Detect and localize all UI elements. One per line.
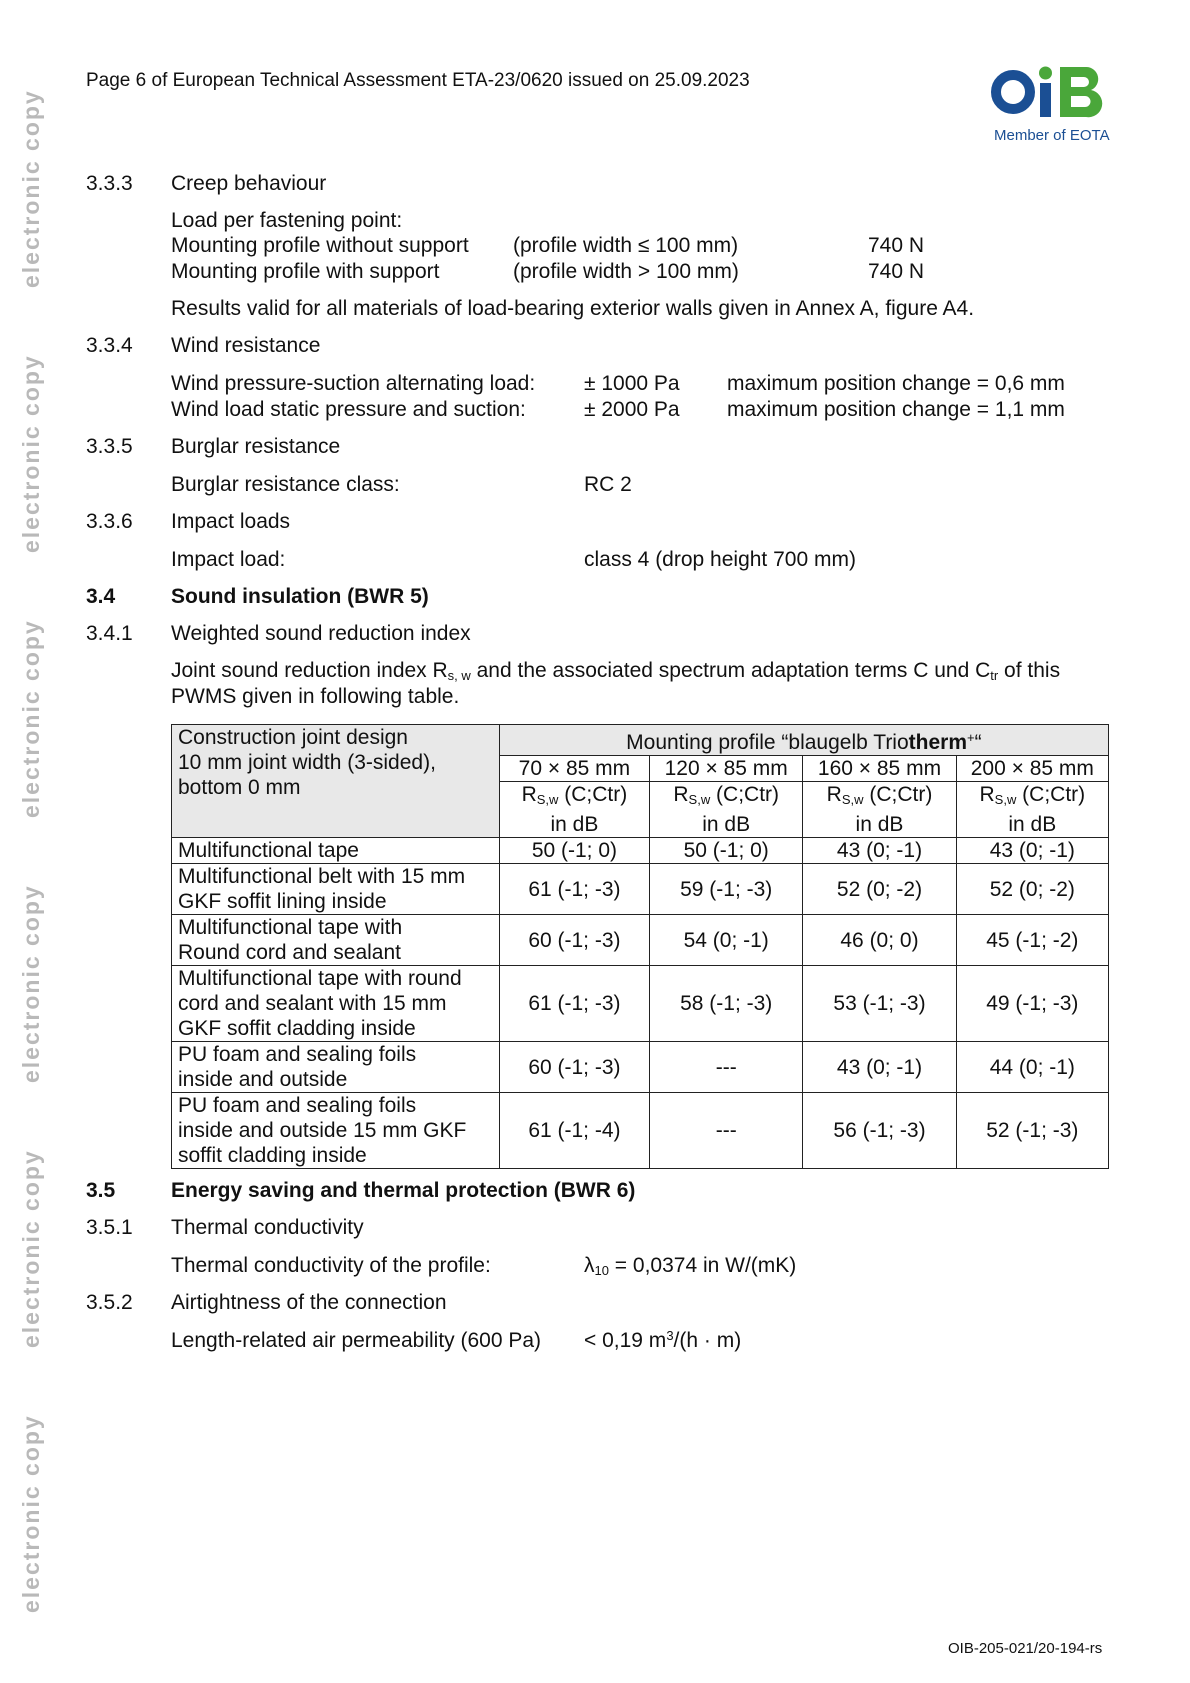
row-label: Multifunctional tape — [172, 838, 500, 864]
row-label: Wind pressure-suction alternating load: — [171, 372, 536, 395]
column-header: 120 × 85 mm — [650, 756, 803, 782]
watermark: electronic copy — [18, 354, 44, 553]
table-cell: 44 (0; -1) — [956, 1042, 1108, 1093]
table-cell: 60 (-1; -3) — [499, 1042, 649, 1093]
watermark: electronic copy — [18, 619, 44, 818]
logo-subtitle: Member of EOTA — [994, 127, 1110, 144]
table-cell: 52 (0; -2) — [803, 864, 956, 915]
row-label: Multifunctional tape with round cord and sealant with 15 mm GKF soffit cladding inside — [172, 966, 500, 1042]
section-number: 3.5 — [86, 1179, 116, 1202]
table-row — [172, 966, 1109, 1042]
row-value: RC 2 — [584, 473, 632, 496]
table-cell: 43 (0; -1) — [803, 838, 956, 864]
row-value: 740 N — [868, 260, 925, 283]
section-number: 3.4.1 — [86, 622, 133, 645]
row-label: Mounting profile with support — [171, 260, 440, 283]
section-title: Weighted sound reduction index — [171, 622, 471, 645]
table-cell: 53 (-1; -3) — [803, 966, 956, 1042]
page-header: Page 6 of European Technical Assessment ETA-23/0620 issued on 25.09.2023 — [86, 70, 750, 91]
section-number: 3.3.3 — [86, 172, 133, 195]
table-cell: 52 (-1; -3) — [956, 1093, 1108, 1169]
section-title: Airtightness of the connection — [171, 1291, 447, 1314]
group-header-cell: Mounting profile “blaugelb Triotherm+“ — [499, 725, 1108, 756]
table-cell: 61 (-1; -3) — [499, 864, 649, 915]
section-number: 3.5.1 — [86, 1216, 133, 1239]
paragraph: Load per fastening point: — [171, 209, 403, 232]
paragraph: Results valid for all materials of load-bearing exterior walls given in Annex A, figure A4. — [171, 297, 975, 320]
paragraph: Joint sound reduction index $R_{s, w}$ and the associated spectrum adaptation terms C und $C_{tr}$ of this — [171, 659, 1061, 683]
unit-header: $R_{S,w}$ (C;Ctr) in dB — [499, 782, 649, 838]
table-row — [172, 1093, 1109, 1169]
section-title: Burglar resistance — [171, 435, 341, 458]
paragraph: PWMS given in following table. — [171, 685, 460, 708]
unit-header: $R_{S,w}$ (C;Ctr) in dB — [956, 782, 1108, 838]
watermark: electronic copy — [18, 884, 44, 1083]
row-extra: maximum position change = 1,1 mm — [727, 398, 1065, 421]
table-cell: --- — [650, 1093, 803, 1169]
section-title: Thermal conductivity — [171, 1216, 364, 1239]
oib-logo — [990, 64, 1115, 154]
table-cell: 50 (-1; 0) — [499, 838, 649, 864]
watermark: electronic copy — [18, 1149, 44, 1348]
row-value: ± 1000 Pa — [584, 372, 680, 395]
table-row — [172, 864, 1109, 915]
section-title: Wind resistance — [171, 334, 321, 357]
table-cell: 45 (-1; -2) — [956, 915, 1108, 966]
sound-insulation-table — [171, 724, 1109, 1169]
document-reference: OIB-205-021/20-194-rs — [948, 1640, 1103, 1657]
watermark: electronic copy — [18, 89, 44, 288]
row-value: ± 2000 Pa — [584, 398, 680, 421]
table-cell: 56 (-1; -3) — [803, 1093, 956, 1169]
table-cell: --- — [650, 1042, 803, 1093]
table-cell: 60 (-1; -3) — [499, 915, 649, 966]
watermark: electronic copy — [18, 1414, 44, 1613]
table-cell: 52 (0; -2) — [956, 864, 1108, 915]
table-cell: 43 (0; -1) — [803, 1042, 956, 1093]
column-header: 70 × 85 mm — [499, 756, 649, 782]
unit-header: $R_{S,w}$ (C;Ctr) in dB — [803, 782, 956, 838]
row-value: 740 N — [868, 234, 925, 257]
table-cell: 59 (-1; -3) — [650, 864, 803, 915]
design-header-cell: Construction joint design 10 mm joint width (3-sided), bottom 0 mm — [172, 725, 500, 838]
table-row — [172, 915, 1109, 966]
row-condition: (profile width ≤ 100 mm) — [513, 234, 739, 257]
section-number: 3.3.5 — [86, 435, 133, 458]
row-label: PU foam and sealing foils inside and outside 15 mm GKF soffit cladding inside — [172, 1093, 500, 1169]
table-cell: 49 (-1; -3) — [956, 966, 1108, 1042]
column-header: 160 × 85 mm — [803, 756, 956, 782]
row-label: Burglar resistance class: — [171, 473, 400, 496]
section-title: Impact loads — [171, 510, 291, 533]
section-title: Creep behaviour — [171, 172, 327, 195]
section-number: 3.3.6 — [86, 510, 133, 533]
unit-header: $R_{S,w}$ (C;Ctr) in dB — [650, 782, 803, 838]
row-label: PU foam and sealing foils inside and outside — [172, 1042, 500, 1093]
row-value: class 4 (drop height 700 mm) — [584, 548, 856, 571]
section-number: 3.5.2 — [86, 1291, 133, 1314]
row-label: Thermal conductivity of the profile: — [171, 1254, 491, 1277]
oib-logo-mark — [990, 64, 1115, 120]
table-cell: 61 (-1; -3) — [499, 966, 649, 1042]
column-header: 200 × 85 mm — [956, 756, 1108, 782]
row-value: $\lambda_{10} = 0,0374$ in W/(mK) — [584, 1254, 797, 1278]
row-label: Length-related air permeability (600 Pa) — [171, 1329, 542, 1352]
table-row — [172, 838, 1109, 864]
section-title: Energy saving and thermal protection (BWR 6) — [171, 1179, 636, 1202]
table-cell: 50 (-1; 0) — [650, 838, 803, 864]
section-number: 3.3.4 — [86, 334, 133, 357]
row-label: Wind load static pressure and suction: — [171, 398, 526, 421]
row-condition: (profile width > 100 mm) — [513, 260, 739, 283]
row-label: Multifunctional tape with Round cord and sealant — [172, 915, 500, 966]
section-number: 3.4 — [86, 585, 116, 608]
table-cell: 46 (0; 0) — [803, 915, 956, 966]
table-cell: 61 (-1; -4) — [499, 1093, 649, 1169]
row-label: Impact load: — [171, 548, 286, 571]
row-label: Multifunctional belt with 15 mm GKF soffit lining inside — [172, 864, 500, 915]
table-cell: 54 (0; -1) — [650, 915, 803, 966]
row-value: < 0,19 $m^3/(h \cdot m)$ — [584, 1328, 742, 1352]
section-title: Sound insulation (BWR 5) — [171, 585, 429, 608]
table-cell: 58 (-1; -3) — [650, 966, 803, 1042]
table-cell: 43 (0; -1) — [956, 838, 1108, 864]
row-label: Mounting profile without support — [171, 234, 469, 257]
table-row — [172, 1042, 1109, 1093]
row-extra: maximum position change = 0,6 mm — [727, 372, 1065, 395]
